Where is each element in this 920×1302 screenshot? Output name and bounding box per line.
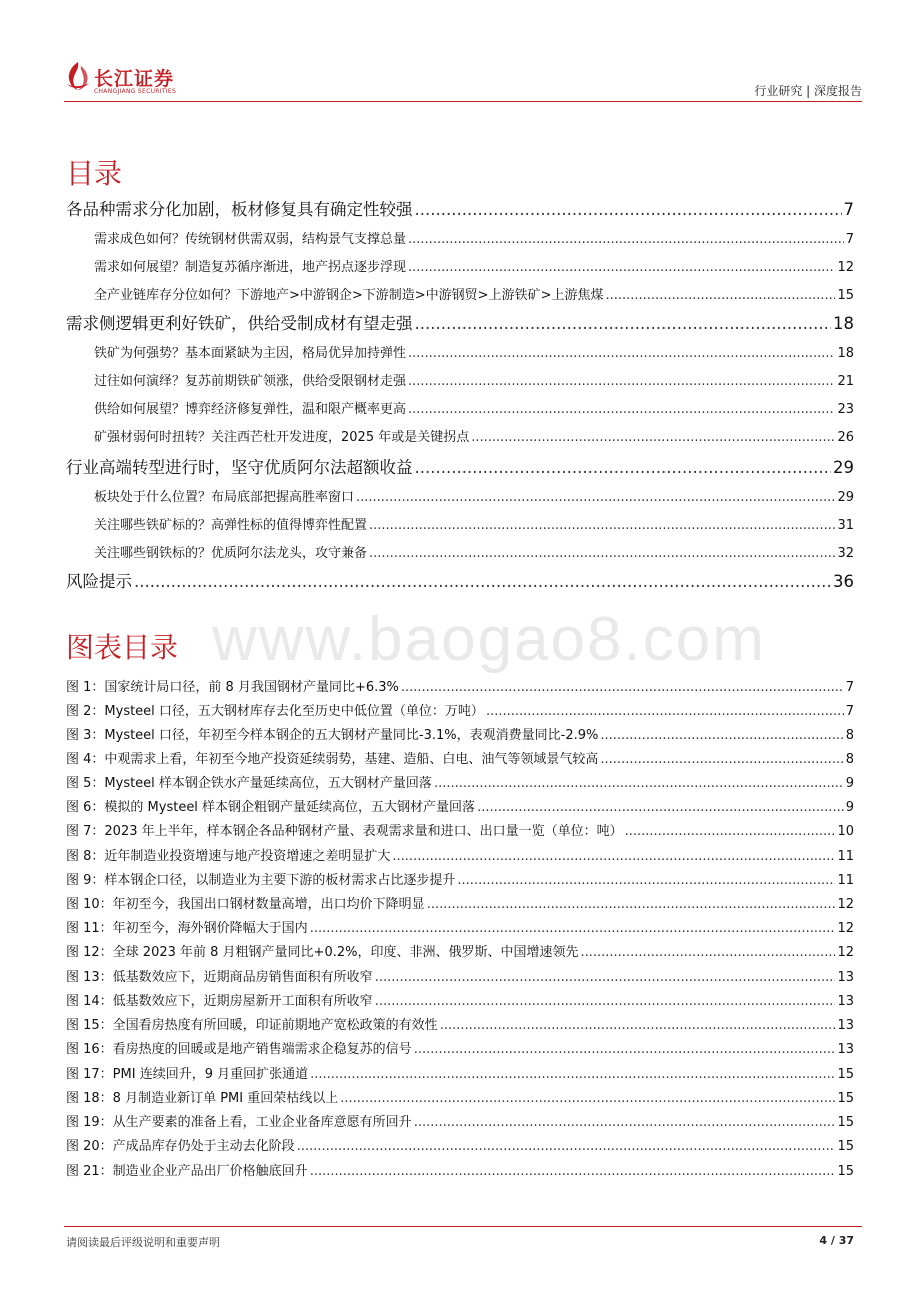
figure-entry[interactable]: 图 21：制造业企业产品出厂价格触底回升 ..... 15 [66,1160,854,1179]
toc-subentry[interactable]: 板块处于什么位置？布局底部把握高胜率窗口 ..... 29 [66,486,854,505]
figure-entry[interactable]: 图 1：国家统计局口径，前 8 月我国钢材产量同比+6.3% ..... 7 [66,676,854,695]
figure-entry[interactable]: 图 13：低基数效应下，近期商品房销售面积有所收窄 ..... 13 [66,966,854,985]
toc-subentry[interactable]: 关注哪些钢铁标的？优质阿尔法龙头，攻守兼备 ..... 32 [66,542,854,561]
page-header [0,0,920,104]
figure-entry[interactable]: 图 12：全球 2023 年前 8 月粗钢产量同比+0.2%，印度、非洲、俄罗斯、中国增速领先 ..... 12 [66,941,854,960]
figure-entry[interactable]: 图 15：全国看房热度有所回暖，印证前期地产宽松政策的有效性 ..... 13 [66,1014,854,1033]
toc-subentry[interactable]: 过往如何演绎？复苏前期铁矿领涨，供给受限钢材走强 ..... 21 [66,370,854,389]
logo-emblem-icon [64,60,92,92]
footer-disclaimer: 请阅读最后评级说明和重要声明 [66,1236,220,1249]
page-number: 4 / 37 [819,1234,854,1247]
figure-entry[interactable]: 图 9：样本钢企口径，以制造业为主要下游的板材需求占比逐步提升 ..... 11 [66,869,854,888]
figure-entry[interactable]: 图 10：年初至今，我国出口钢材数量高增，出口均价下降明显 ..... 12 [66,893,854,912]
watermark: www.baogao8.com [212,605,766,674]
figure-entry[interactable]: 图 16：看房热度的回暖或是地产销售端需求企稳复苏的信号 ..... 13 [66,1038,854,1057]
toc-subentry[interactable]: 全产业链库存分位如何？下游地产>中游钢企>下游制造>中游钢贸>上游铁矿>上游焦煤 ..... 15 [66,284,854,303]
report-category: 行业研究 | 深度报告 [754,84,862,98]
logo-english-name: CHANGJIANG SECURITIES [94,88,177,95]
figure-entry[interactable]: 图 7：2023 年上半年，样本钢企各品种钢材产量、表观需求量和进口、出口量一览（单位：吨） ..... 10 [66,820,854,839]
figure-entry[interactable]: 图 5：Mysteel 样本钢企铁水产量延续高位，五大钢材产量回落 ..... 9 [66,772,854,791]
figure-entry[interactable]: 图 3：Mysteel 口径，年初至今样本钢企的五大钢材产量同比-3.1%，表观消费量同比-2.9% ..... 8 [66,724,854,743]
figure-entry[interactable]: 图 2：Mysteel 口径，五大钢材库存去化至历史中低位置（单位：万吨） ..... 7 [66,700,854,719]
toc-entry[interactable]: 需求侧逻辑更利好铁矿，供给受制成材有望走强 ..... 18 [66,310,854,334]
figure-entry[interactable]: 图 14：低基数效应下，近期房屋新开工面积有所收窄 ..... 13 [66,990,854,1009]
figure-list-title: 图表目录 [66,631,179,664]
figure-entry[interactable]: 图 4：中观需求上看，年初至今地产投资延续弱势，基建、造船、白电、油气等领域景气较高 ..... 8 [66,748,854,767]
logo-chinese-name: 长江证券 [94,68,175,90]
toc-subentry[interactable]: 矿强材弱何时扭转？关注西芒杜开发进度，2025 年或是关键拐点 ..... 26 [66,426,854,445]
footer-divider [64,1226,862,1227]
toc-entry[interactable]: 行业高端转型进行时，坚守优质阿尔法超额收益 ..... 29 [66,454,854,478]
toc-subentry[interactable]: 供给如何展望？博弈经济修复弹性，温和限产概率更高 ..... 23 [66,398,854,417]
toc-subentry[interactable]: 关注哪些铁矿标的？高弹性标的值得博弈性配置 ..... 31 [66,514,854,533]
toc-subentry[interactable]: 铁矿为何强势？基本面紧缺为主因，格局优异加持弹性 ..... 18 [66,342,854,361]
figure-entry[interactable]: 图 11：年初至今，海外钢价降幅大于国内 ..... 12 [66,917,854,936]
figure-entry[interactable]: 图 8：近年制造业投资增速与地产投资增速之差明显扩大 ..... 11 [66,845,854,864]
toc-subentry[interactable]: 需求如何展望？制造复苏循序渐进，地产拐点逐步浮现 ..... 12 [66,256,854,275]
figure-entry[interactable]: 图 17：PMI 连续回升，9 月重回扩张通道 ..... 15 [66,1063,854,1082]
figure-entry[interactable]: 图 18：8 月制造业新订单 PMI 重回荣枯线以上 ..... 15 [66,1087,854,1106]
figure-entry[interactable]: 图 19：从生产要素的准备上看，工业企业备库意愿有所回升 ..... 15 [66,1111,854,1130]
toc-entry[interactable]: 各品种需求分化加剧，板材修复具有确定性较强 ..... 7 [66,196,854,220]
figure-entry[interactable]: 图 20：产成品库存仍处于主动去化阶段 ..... 15 [66,1135,854,1154]
company-logo [64,60,204,100]
toc-subentry[interactable]: 需求成色如何？传统钢材供需双弱，结构景气支撑总量 ..... 7 [66,228,854,247]
toc-entry[interactable]: 风险提示 ..... 36 [66,568,854,592]
toc-title: 目录 [66,157,123,190]
figure-entry[interactable]: 图 6：模拟的 Mysteel 样本钢企粗钢产量延续高位，五大钢材产量回落 ..... 9 [66,796,854,815]
header-divider [64,101,862,102]
